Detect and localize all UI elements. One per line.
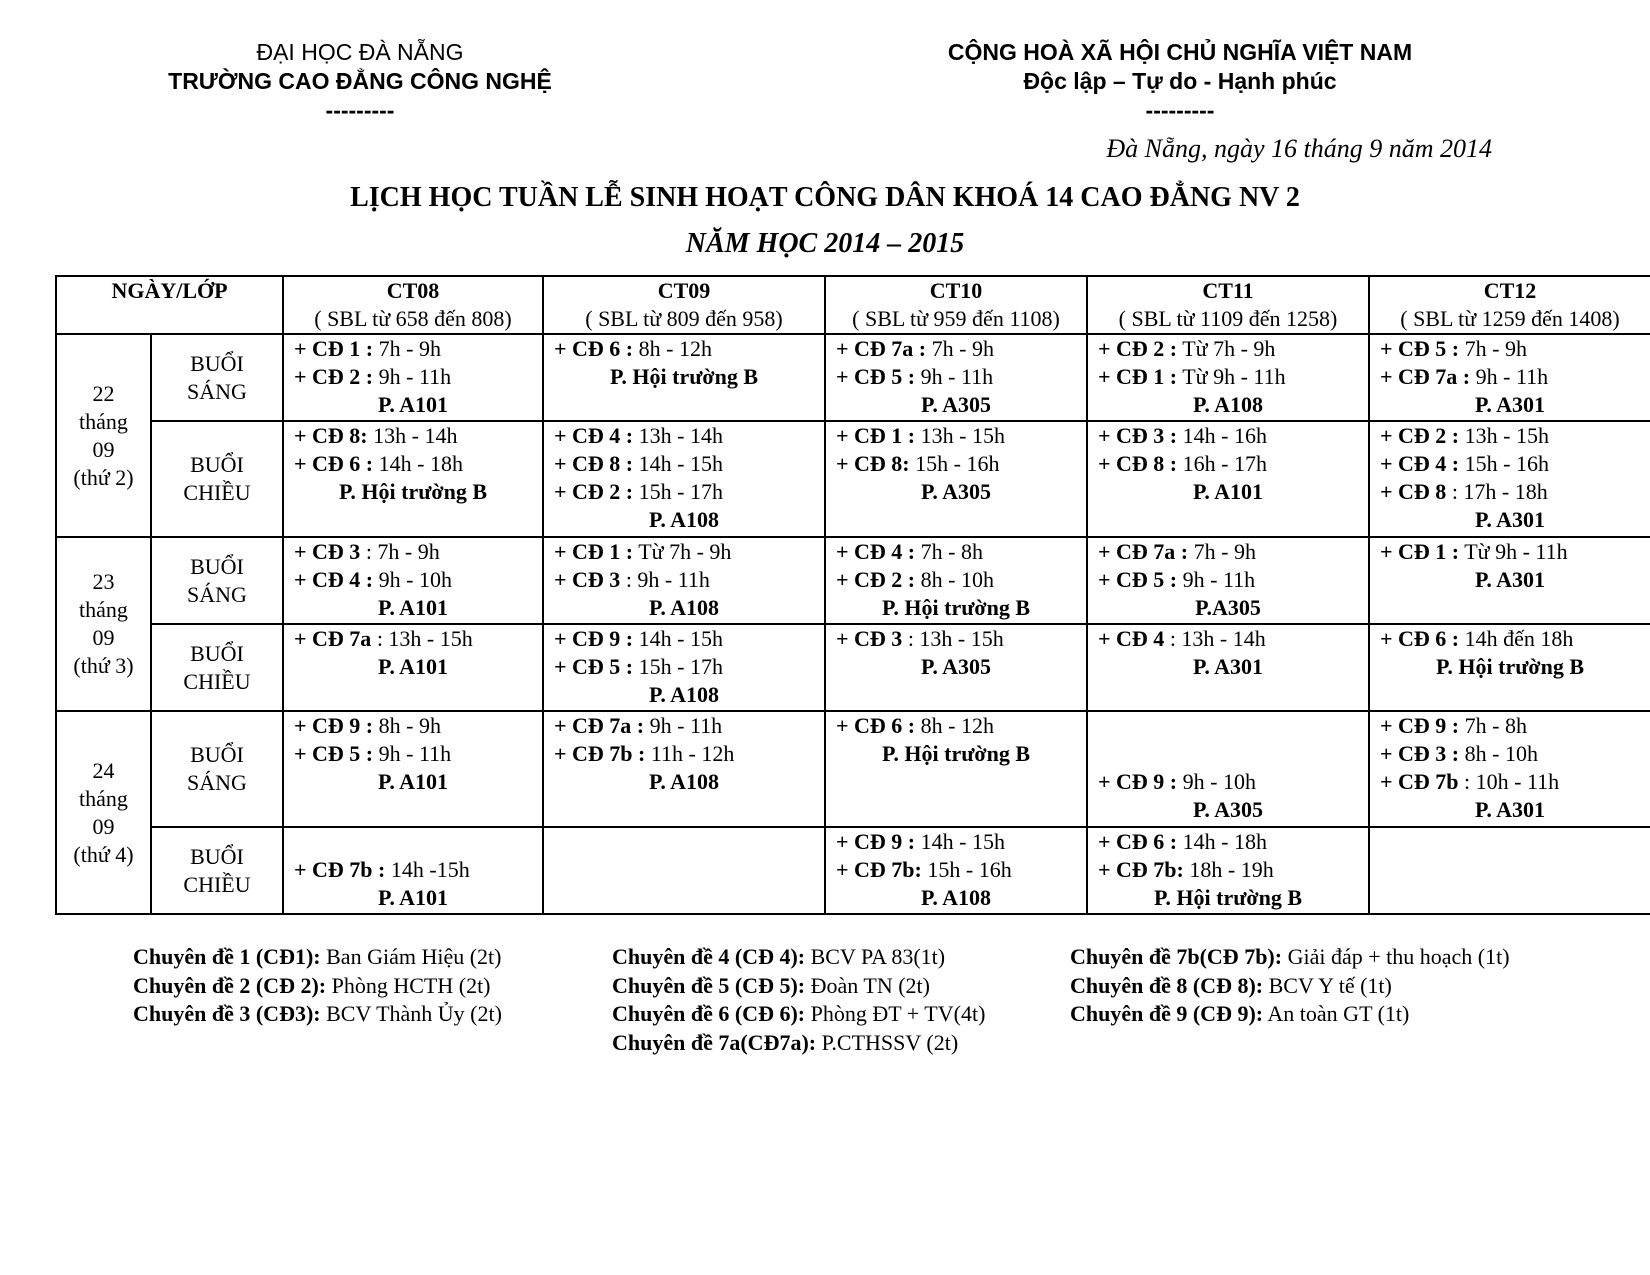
room-label: P. A301 <box>1192 654 1264 679</box>
topic-entry <box>1098 856 1368 884</box>
legend-item: Chuyên đề 5 (CĐ 5): Đoàn TN (2t) <box>612 972 930 998</box>
room-label: P. A305 <box>920 479 992 504</box>
schedule-cell <box>1087 711 1369 827</box>
table-row <box>56 421 1650 537</box>
topic-entry <box>554 625 824 653</box>
topic-entry <box>1098 422 1368 450</box>
session-cell <box>151 537 283 624</box>
schedule-cell <box>1087 421 1369 537</box>
room-label: P. Hội trường B <box>881 741 1031 766</box>
schedule-cell <box>543 334 825 421</box>
topic-time: 15h - 17h <box>633 654 723 679</box>
topic-time: : 13h - 15h <box>371 626 473 651</box>
topic-code: + CĐ 9 : <box>294 713 374 738</box>
session-label-line: SÁNG <box>187 581 247 607</box>
topic-entry <box>294 566 542 594</box>
header-national <box>880 38 1480 125</box>
day-label-line: (thứ 3) <box>73 653 134 678</box>
topic-code: + CĐ 5 : <box>1380 336 1460 361</box>
topic-entry <box>554 740 824 768</box>
topic-code: + CĐ 7a : <box>554 713 645 738</box>
schedule-cell <box>1087 537 1369 624</box>
session-cell <box>151 624 283 711</box>
schedule-cell <box>825 827 1087 914</box>
topic-time: 14h - 15h <box>915 829 1005 854</box>
topic-code: + CĐ 4 : <box>836 539 916 564</box>
topic-code: + CĐ 7b : <box>554 741 646 766</box>
topic-code: + CĐ 8: <box>294 423 368 448</box>
session-cell <box>151 334 283 421</box>
topic-entry <box>294 538 542 566</box>
topic-code: + CĐ 3 : <box>1380 741 1460 766</box>
topic-time: 15h - 16h <box>909 451 1000 476</box>
session-cell <box>151 711 283 827</box>
topic-code: + CĐ 1 : <box>1380 539 1460 564</box>
room-label: P. A301 <box>1474 392 1546 417</box>
topic-entry <box>1380 478 1650 506</box>
topic-time: 8h - 12h <box>633 336 712 361</box>
schedule-cell <box>1369 421 1650 537</box>
topic-time: 8h - 9h <box>373 713 441 738</box>
schedule-cell <box>1087 334 1369 421</box>
topic-code: + CĐ 7a : <box>836 336 927 361</box>
legend-item: Chuyên đề 1 (CĐ1): Ban Giám Hiệu (2t) <box>133 944 502 969</box>
topic-code: + CĐ 8: <box>836 451 910 476</box>
session-label-line: CHIỀU <box>183 480 251 505</box>
schedule-cell <box>543 827 825 914</box>
page-subtitle: NĂM HỌC 2014 – 2015 <box>685 228 965 259</box>
topic-entry <box>1380 712 1650 740</box>
session-label-line: BUỔI <box>190 452 244 477</box>
topic-entry <box>554 450 824 478</box>
day-label-line: tháng <box>79 597 128 622</box>
topic-entry <box>1380 625 1650 653</box>
room-label: P. A108 <box>648 769 720 794</box>
room-label: P. A301 <box>1474 797 1546 822</box>
topic-entry <box>554 653 824 681</box>
header-institution <box>120 38 600 125</box>
topic-code: + CĐ 1 : <box>294 336 374 361</box>
topic-time: : 13h - 14h <box>1164 626 1266 651</box>
topic-entry <box>1098 566 1368 594</box>
column-header <box>283 276 543 334</box>
legend-item: Chuyên đề 7b(CĐ 7b): Giải đáp + thu hoạch (1t) <box>1070 944 1510 969</box>
topic-entry <box>1098 625 1368 653</box>
topic-code: + CĐ 5 : <box>294 741 374 766</box>
topic-code: + CĐ 6 : <box>294 451 374 476</box>
room-label: P. A305 <box>920 654 992 679</box>
topic-code: + CĐ 1 : <box>1098 364 1178 389</box>
topic-code: + CĐ 5 : <box>554 654 634 679</box>
topic-code: + CĐ 3 : <box>1098 423 1178 448</box>
topic-entry <box>554 335 824 363</box>
room-label: P. A108 <box>648 595 720 620</box>
topic-entry <box>294 363 542 391</box>
schedule-cell <box>1369 334 1650 421</box>
topic-code: + CĐ 7a : <box>1380 364 1471 389</box>
topic-entry <box>1380 450 1650 478</box>
room-label: P. A101 <box>377 595 449 620</box>
topic-entry <box>1380 740 1650 768</box>
schedule-cell <box>1369 711 1650 827</box>
topic-entry <box>836 538 1086 566</box>
topic-time: 8h - 12h <box>915 713 994 738</box>
day-cell <box>56 334 151 537</box>
topic-time: Từ 9h - 11h <box>1459 539 1568 564</box>
topic-code: + CĐ 8 : <box>554 451 634 476</box>
topic-time: 14h đến 18h <box>1459 626 1574 651</box>
topic-entry <box>1098 363 1368 391</box>
topic-code: + CĐ 4 <box>1098 626 1165 651</box>
class-name: CT11 <box>1202 278 1254 303</box>
topic-entry <box>1380 768 1650 796</box>
topic-time: Từ 7h - 9h <box>1177 336 1276 361</box>
topic-entry <box>1098 768 1368 796</box>
schedule-cell <box>283 711 543 827</box>
topic-time: 9h - 11h <box>1470 364 1549 389</box>
topic-time: 14h - 18h <box>1177 829 1267 854</box>
topic-entry <box>1098 828 1368 856</box>
topic-code: + CĐ 9 : <box>554 626 634 651</box>
class-sbl-range: ( SBL từ 1109 đến 1258) <box>1118 306 1338 331</box>
schedule-cell <box>283 624 543 711</box>
topic-entry <box>1380 422 1650 450</box>
room-label: P. Hội trường B <box>338 479 488 504</box>
topic-entry <box>1098 335 1368 363</box>
topic-entry <box>836 625 1086 653</box>
room-label: P. A301 <box>1474 567 1546 592</box>
schedule-cell <box>1369 827 1650 914</box>
topic-entry <box>836 828 1086 856</box>
topic-time: 15h - 16h <box>1459 451 1549 476</box>
topic-time: 11h - 12h <box>645 741 735 766</box>
room-label: P. A101 <box>377 654 449 679</box>
table-row <box>56 827 1650 914</box>
table-row <box>56 624 1650 711</box>
room-label: P. A108 <box>648 682 720 707</box>
schedule-cell <box>1087 827 1369 914</box>
topic-entry <box>554 538 824 566</box>
topic-entry <box>1380 538 1650 566</box>
session-label-line: BUỔI <box>190 843 244 869</box>
topic-time: 13h - 15h <box>1459 423 1549 448</box>
topic-code: + CĐ 9 : <box>836 829 916 854</box>
topic-code: + CĐ 3 <box>294 539 361 564</box>
topic-entry <box>836 422 1086 450</box>
schedule-cell <box>543 537 825 624</box>
column-header <box>1369 276 1650 334</box>
topic-entry <box>836 566 1086 594</box>
session-label-line: CHIỀU <box>183 668 251 694</box>
schedule-cell <box>1369 537 1650 624</box>
topic-time: 13h - 15h <box>915 423 1005 448</box>
topic-code: + CĐ 8 : <box>1098 451 1178 476</box>
header-college: TRƯỜNG CAO ĐẲNG CÔNG NGHỆ <box>168 68 552 94</box>
room-label: P. Hội trường B <box>1435 654 1585 679</box>
class-name: CT10 <box>929 278 983 303</box>
topic-time: 14h - 18h <box>373 451 463 476</box>
topic-entry <box>294 450 542 478</box>
topic-entry <box>836 363 1086 391</box>
day-cell <box>56 537 151 711</box>
header-country: CỘNG HOÀ XÃ HỘI CHỦ NGHĨA VIỆT NAM <box>947 39 1413 65</box>
topic-time: 7h - 9h <box>373 336 441 361</box>
day-label-line: 09 <box>92 436 115 462</box>
topic-time: 16h - 17h <box>1177 451 1267 476</box>
topic-code: + CĐ 1 : <box>554 539 634 564</box>
topic-code: + CĐ 1 : <box>836 423 916 448</box>
schedule-cell <box>283 334 543 421</box>
topic-entry <box>294 740 542 768</box>
topic-code: + CĐ 6 : <box>554 336 634 361</box>
topic-code: + CĐ 2 : <box>836 567 916 592</box>
session-cell <box>151 827 283 914</box>
schedule-cell <box>825 537 1087 624</box>
schedule-cell <box>1087 624 1369 711</box>
topic-entry <box>554 566 824 594</box>
session-label-line: BUỔI <box>190 553 244 579</box>
schedule-cell <box>283 421 543 537</box>
topic-code: + CĐ 7b <box>1380 769 1459 794</box>
room-label: P. Hội trường B <box>881 595 1031 620</box>
class-name: CT12 <box>1483 278 1537 303</box>
legend-column-1 <box>133 943 502 1029</box>
session-label-line: CHIỀU <box>183 871 251 897</box>
day-label-line: (thứ 2) <box>73 464 134 490</box>
topic-code: + CĐ 2 : <box>1098 336 1178 361</box>
topic-code: + CĐ 7a <box>294 626 372 651</box>
legend-item: Chuyên đề 9 (CĐ 9): An toàn GT (1t) <box>1070 1001 1410 1026</box>
day-cell <box>56 711 151 914</box>
schedule-cell <box>825 421 1087 537</box>
day-label-line: 09 <box>92 813 115 839</box>
topic-time: 9h - 11h <box>1177 567 1256 592</box>
header-left-divider: --------- <box>325 97 395 123</box>
topic-time: 7h - 9h <box>1188 539 1256 564</box>
legend-item: Chuyên đề 7a(CĐ7a): P.CTHSSV (2t) <box>612 1029 959 1055</box>
topic-code: + CĐ 9 : <box>1098 769 1178 794</box>
legend-column-3 <box>1070 943 1510 1029</box>
topic-time: Từ 9h - 11h <box>1177 364 1286 389</box>
schedule-table <box>55 275 1650 915</box>
schedule-cell <box>543 624 825 711</box>
topic-time: 13h - 14h <box>367 423 458 448</box>
topic-time: 7h - 9h <box>926 336 994 361</box>
column-header <box>825 276 1087 334</box>
legend-item: Chuyên đề 3 (CĐ3): BCV Thành Ủy (2t) <box>133 1001 502 1026</box>
day-label-line: 22 <box>92 380 115 406</box>
table-row <box>56 711 1650 827</box>
topic-entry <box>836 712 1086 740</box>
room-label: P. A301 <box>1474 507 1546 532</box>
day-label-line: 24 <box>92 757 115 783</box>
topic-entry <box>1380 363 1650 391</box>
header-university: ĐẠI HỌC ĐÀ NẴNG <box>256 39 464 65</box>
schedule-cell <box>825 624 1087 711</box>
corner-header: NGÀY/LỚP <box>56 276 283 334</box>
class-name: CT09 <box>657 278 711 303</box>
room-label: P.A305 <box>1195 595 1261 620</box>
topic-time: 14h -15h <box>385 857 470 882</box>
legend-item: Chuyên đề 4 (CĐ 4): BCV PA 83(1t) <box>612 944 946 969</box>
topic-entry <box>294 422 542 450</box>
topic-time: 14h - 16h <box>1177 423 1267 448</box>
topic-time: 14h - 15h <box>633 451 723 476</box>
topic-time: 8h - 10h <box>1459 741 1538 766</box>
day-label-line: (thứ 4) <box>73 841 134 867</box>
header-motto: Độc lập – Tự do - Hạnh phúc <box>1023 68 1337 94</box>
topic-time: 15h - 17h <box>633 479 723 504</box>
topic-time: 8h - 10h <box>915 567 994 592</box>
topic-entry <box>294 335 542 363</box>
topic-code: + CĐ 6 : <box>836 713 916 738</box>
day-label-line: 09 <box>92 625 115 650</box>
topic-time: : 10h - 11h <box>1458 769 1560 794</box>
topic-time: 15h - 16h <box>921 857 1012 882</box>
topic-code: + CĐ 5 : <box>1098 567 1178 592</box>
table-row <box>56 537 1650 624</box>
session-label-line: SÁNG <box>187 770 247 795</box>
schedule-cell <box>283 827 543 914</box>
class-name: CT08 <box>386 278 440 303</box>
class-sbl-range: ( SBL từ 809 đến 958) <box>585 306 783 331</box>
topic-entry <box>554 712 824 740</box>
day-label-line: tháng <box>79 408 128 434</box>
schedule-cell <box>543 421 825 537</box>
topic-code: + CĐ 4 : <box>294 567 374 592</box>
topic-time: 14h - 15h <box>633 626 723 651</box>
topic-entry <box>554 422 824 450</box>
topic-time: 9h - 11h <box>373 741 452 766</box>
class-sbl-range: ( SBL từ 658 đến 808) <box>314 306 512 331</box>
day-label-line: tháng <box>79 785 128 811</box>
column-header <box>1087 276 1369 334</box>
topic-entry <box>1380 335 1650 363</box>
page-title: LỊCH HỌC TUẦN LỄ SINH HOẠT CÔNG DÂN KHOÁ 14 CAO ĐẲNG NV 2 <box>350 182 1300 213</box>
schedule-cell <box>825 334 1087 421</box>
topic-entry <box>1098 450 1368 478</box>
topic-code: + CĐ 7b: <box>1098 857 1184 882</box>
date-line: Đà Nẵng, ngày 16 tháng 9 năm 2014 <box>1106 134 1492 163</box>
room-label: P. A101 <box>377 769 449 794</box>
topic-time: 18h - 19h <box>1183 857 1274 882</box>
topic-code: + CĐ 2 : <box>294 364 374 389</box>
schedule-cell <box>543 711 825 827</box>
topic-time: : 13h - 15h <box>902 626 1004 651</box>
room-label: P. A305 <box>1192 797 1264 822</box>
session-label-line: BUỔI <box>190 350 244 376</box>
room-label: P. A305 <box>920 392 992 417</box>
room-label: P. A101 <box>377 392 449 417</box>
topic-code: + CĐ 4 : <box>554 423 634 448</box>
topic-code: + CĐ 2 : <box>554 479 634 504</box>
session-label-line: SÁNG <box>187 378 247 404</box>
topic-code: + CĐ 6 : <box>1380 626 1460 651</box>
schedule-cell <box>825 711 1087 827</box>
topic-time: 13h - 14h <box>633 423 723 448</box>
room-label: P. A108 <box>920 885 992 910</box>
room-label: P. A101 <box>377 885 449 910</box>
session-label-line: BUỔI <box>190 640 244 666</box>
topic-entry <box>836 450 1086 478</box>
room-label: P. A108 <box>1192 392 1264 417</box>
legend-item: Chuyên đề 6 (CĐ 6): Phòng ĐT + TV(4t) <box>612 1001 986 1026</box>
room-label: P. Hội trường B <box>609 364 759 389</box>
topic-code: + CĐ 7b: <box>836 857 922 882</box>
topic-time: : 7h - 9h <box>360 539 440 564</box>
topic-entry <box>1098 538 1368 566</box>
topic-entry <box>836 856 1086 884</box>
topic-entry <box>554 478 824 506</box>
room-label: P. Hội trường B <box>1153 885 1303 910</box>
topic-entry <box>836 335 1086 363</box>
table-row <box>56 334 1650 421</box>
session-cell <box>151 421 283 537</box>
topic-time: 9h - 11h <box>915 364 994 389</box>
table-header-row <box>56 276 1650 334</box>
schedule-cell <box>283 537 543 624</box>
day-label-line: 23 <box>92 569 115 594</box>
topic-code: + CĐ 4 : <box>1380 451 1460 476</box>
topic-time: 9h - 10h <box>373 567 452 592</box>
class-sbl-range: ( SBL từ 1259 đến 1408) <box>1400 306 1620 331</box>
topic-code: + CĐ 2 : <box>1380 423 1460 448</box>
room-label: P. A108 <box>648 507 720 532</box>
topic-entry <box>294 625 542 653</box>
topic-entry <box>294 712 542 740</box>
legend-item: Chuyên đề 8 (CĐ 8): BCV Y tế (1t) <box>1070 972 1392 998</box>
legend-item: Chuyên đề 2 (CĐ 2): Phòng HCTH (2t) <box>133 972 491 998</box>
topic-time: 7h - 8h <box>1459 713 1527 738</box>
topic-code: + CĐ 6 : <box>1098 829 1178 854</box>
header-right-divider: --------- <box>1145 97 1215 123</box>
topic-time: 9h - 11h <box>644 713 723 738</box>
session-label-line: BUỔI <box>190 742 244 767</box>
topic-time: 9h - 10h <box>1177 769 1256 794</box>
topic-time: : 9h - 11h <box>620 567 710 592</box>
topic-entry <box>294 856 542 884</box>
topic-code: + CĐ 5 : <box>836 364 916 389</box>
legend-column-2 <box>612 943 985 1057</box>
topic-code: + CĐ 7a : <box>1098 539 1189 564</box>
topic-time: : 17h - 18h <box>1446 479 1548 504</box>
topic-time: 9h - 11h <box>373 364 452 389</box>
topic-time: 7h - 9h <box>1459 336 1527 361</box>
topic-time: 7h - 8h <box>915 539 983 564</box>
room-label: P. A101 <box>1192 479 1264 504</box>
topic-code: + CĐ 7b : <box>294 857 386 882</box>
topic-code: + CĐ 8 <box>1380 479 1447 504</box>
topic-code: + CĐ 3 <box>836 626 903 651</box>
schedule-cell <box>1369 624 1650 711</box>
topic-time: Từ 7h - 9h <box>633 539 732 564</box>
topic-code: + CĐ 3 <box>554 567 621 592</box>
class-sbl-range: ( SBL từ 959 đến 1108) <box>852 306 1060 331</box>
topic-code: + CĐ 9 : <box>1380 713 1460 738</box>
column-header <box>543 276 825 334</box>
